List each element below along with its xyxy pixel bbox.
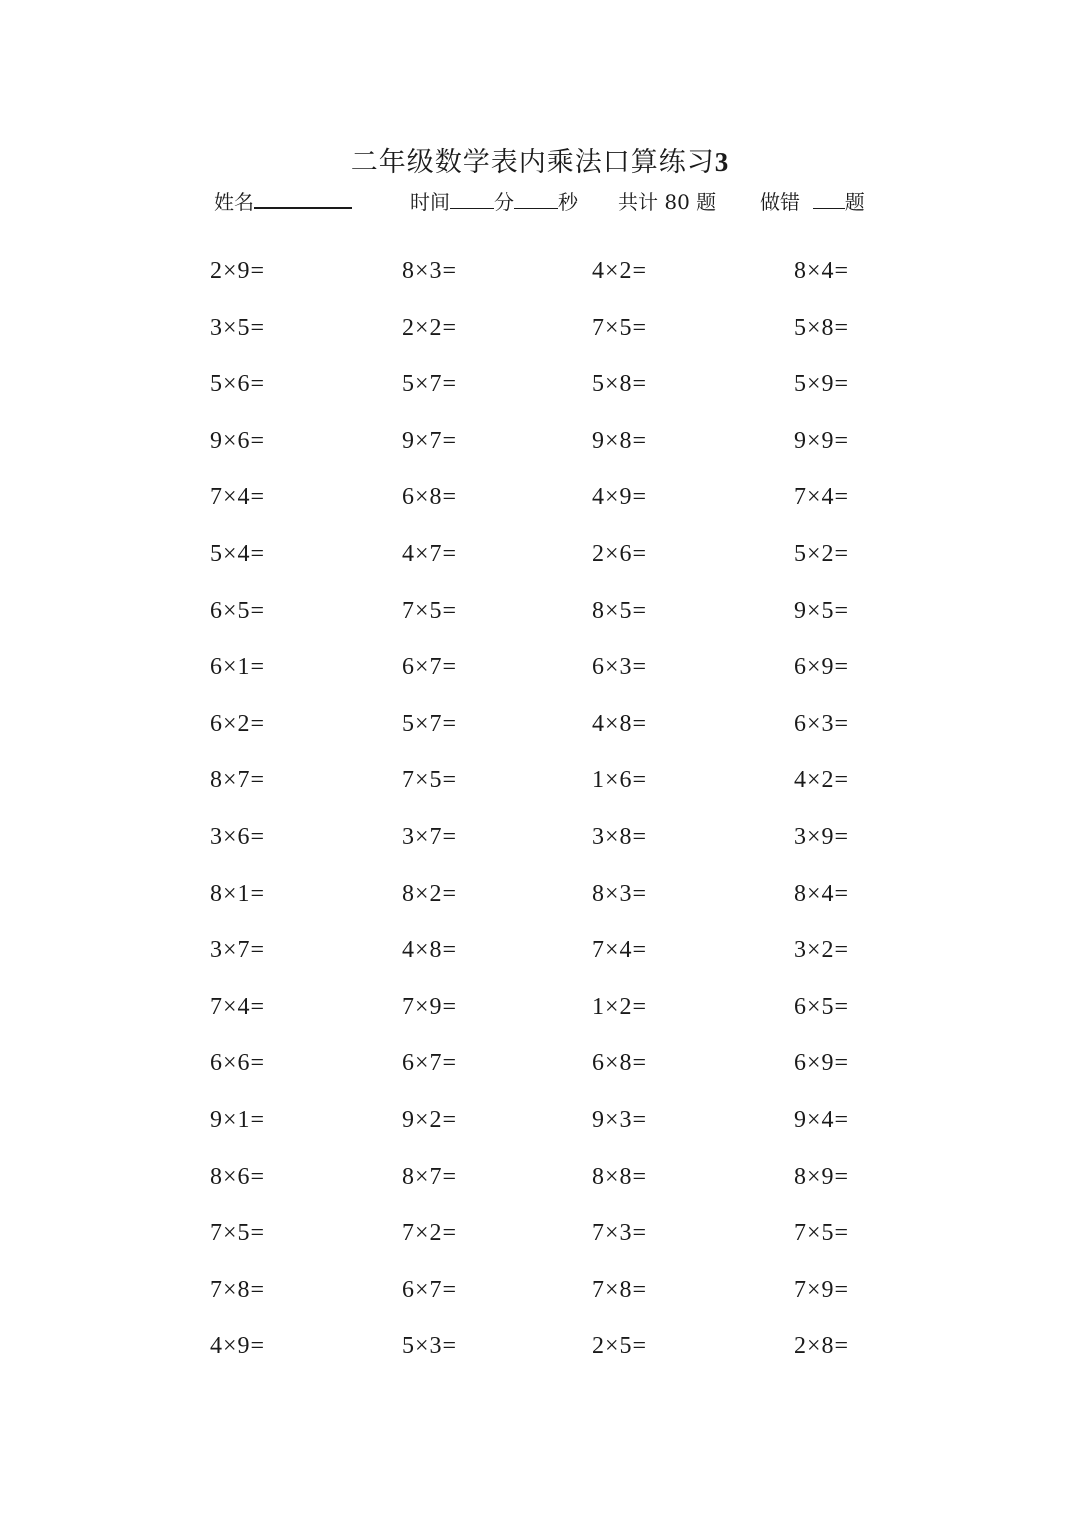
problem-item: 8×4= bbox=[794, 881, 850, 907]
problem-item: 6×7= bbox=[402, 654, 458, 680]
problem-item: 5×4= bbox=[210, 541, 266, 567]
problem-item: 8×6= bbox=[210, 1164, 266, 1190]
problem-item: 6×5= bbox=[794, 994, 850, 1020]
problem-item: 6×9= bbox=[794, 654, 850, 680]
problem-item: 7×5= bbox=[210, 1220, 266, 1246]
title-number: 3 bbox=[714, 147, 730, 177]
problem-item: 3×7= bbox=[402, 824, 458, 850]
problem-item: 5×2= bbox=[794, 541, 850, 567]
problem-item: 6×8= bbox=[592, 1050, 648, 1076]
problem-item: 7×4= bbox=[592, 937, 648, 963]
name-field bbox=[214, 186, 352, 215]
problem-item: 2×6= bbox=[592, 541, 648, 567]
problem-item: 7×8= bbox=[592, 1277, 648, 1303]
problem-item: 9×6= bbox=[210, 428, 266, 454]
problem-item: 3×8= bbox=[592, 824, 648, 850]
problem-item: 6×2= bbox=[210, 711, 266, 737]
problem-item: 7×4= bbox=[210, 484, 266, 510]
problem-item: 4×8= bbox=[402, 937, 458, 963]
problem-item: 8×9= bbox=[794, 1164, 850, 1190]
errors-blank[interactable] bbox=[813, 188, 845, 209]
problem-item: 5×6= bbox=[210, 371, 266, 397]
seconds-blank[interactable] bbox=[514, 188, 558, 209]
problem-item: 7×3= bbox=[592, 1220, 648, 1246]
problem-item: 1×6= bbox=[592, 767, 648, 793]
problem-item: 3×7= bbox=[210, 937, 266, 963]
problem-item: 7×5= bbox=[402, 767, 458, 793]
problem-item: 8×3= bbox=[592, 881, 648, 907]
problem-item: 9×2= bbox=[402, 1107, 458, 1133]
problem-item: 7×8= bbox=[210, 1277, 266, 1303]
student-info-row bbox=[0, 186, 1080, 218]
worksheet-title bbox=[0, 140, 1080, 179]
problem-item: 7×5= bbox=[592, 315, 648, 341]
problem-item: 8×1= bbox=[210, 881, 266, 907]
problem-item: 7×5= bbox=[402, 598, 458, 624]
problem-item: 8×7= bbox=[210, 767, 266, 793]
seconds-label: 秒 bbox=[558, 190, 578, 214]
problem-item: 8×7= bbox=[402, 1164, 458, 1190]
problem-item: 3×9= bbox=[794, 824, 850, 850]
problem-item: 5×8= bbox=[592, 371, 648, 397]
problem-item: 7×4= bbox=[210, 994, 266, 1020]
problem-item: 8×4= bbox=[794, 258, 850, 284]
problem-item: 4×9= bbox=[592, 484, 648, 510]
problem-item: 6×1= bbox=[210, 654, 266, 680]
problem-item: 4×8= bbox=[592, 711, 648, 737]
problem-item: 7×5= bbox=[794, 1220, 850, 1246]
problem-item: 2×2= bbox=[402, 315, 458, 341]
name-blank[interactable] bbox=[254, 187, 352, 209]
problem-item: 7×9= bbox=[794, 1277, 850, 1303]
problem-item: 6×6= bbox=[210, 1050, 266, 1076]
problem-item: 6×8= bbox=[402, 484, 458, 510]
problem-item: 5×7= bbox=[402, 711, 458, 737]
problem-item: 3×5= bbox=[210, 315, 266, 341]
minutes-label: 分 bbox=[494, 190, 514, 214]
problem-item: 9×1= bbox=[210, 1107, 266, 1133]
problem-item: 9×3= bbox=[592, 1107, 648, 1133]
total-count: 共计 80 题 bbox=[618, 190, 717, 214]
errors-field bbox=[760, 186, 865, 215]
problem-item: 8×3= bbox=[402, 258, 458, 284]
problem-item: 4×2= bbox=[592, 258, 648, 284]
problem-item: 9×4= bbox=[794, 1107, 850, 1133]
problem-item: 9×8= bbox=[592, 428, 648, 454]
problem-item: 8×2= bbox=[402, 881, 458, 907]
problem-item: 5×9= bbox=[794, 371, 850, 397]
time-label: 时间 bbox=[410, 190, 450, 214]
problem-item: 6×7= bbox=[402, 1050, 458, 1076]
problem-item: 6×9= bbox=[794, 1050, 850, 1076]
time-field bbox=[410, 186, 578, 215]
problem-item: 8×5= bbox=[592, 598, 648, 624]
problem-item: 6×7= bbox=[402, 1277, 458, 1303]
problem-item: 7×9= bbox=[402, 994, 458, 1020]
problem-item: 9×5= bbox=[794, 598, 850, 624]
problem-item: 9×9= bbox=[794, 428, 850, 454]
errors-label: 做错 bbox=[760, 190, 800, 214]
problem-item: 2×8= bbox=[794, 1333, 850, 1359]
problem-item: 7×4= bbox=[794, 484, 850, 510]
problem-item: 6×3= bbox=[592, 654, 648, 680]
name-label: 姓名 bbox=[214, 190, 254, 214]
problem-item: 5×3= bbox=[402, 1333, 458, 1359]
problem-item: 5×8= bbox=[794, 315, 850, 341]
problem-item: 5×7= bbox=[402, 371, 458, 397]
problem-item: 6×3= bbox=[794, 711, 850, 737]
problem-item: 4×9= bbox=[210, 1333, 266, 1359]
problem-item: 7×2= bbox=[402, 1220, 458, 1246]
minutes-blank[interactable] bbox=[450, 188, 494, 209]
title-text: 二年级数学表内乘法口算练习 bbox=[350, 147, 715, 178]
problem-item: 8×8= bbox=[592, 1164, 648, 1190]
errors-suffix: 题 bbox=[844, 190, 865, 214]
problem-item: 3×6= bbox=[210, 824, 266, 850]
problem-item: 9×7= bbox=[402, 428, 458, 454]
problem-item: 4×7= bbox=[402, 541, 458, 567]
problem-item: 3×2= bbox=[794, 937, 850, 963]
problem-item: 2×5= bbox=[592, 1333, 648, 1359]
problem-item: 4×2= bbox=[794, 767, 850, 793]
problem-item: 6×5= bbox=[210, 598, 266, 624]
problem-item: 1×2= bbox=[592, 994, 648, 1020]
problem-item: 2×9= bbox=[210, 258, 266, 284]
